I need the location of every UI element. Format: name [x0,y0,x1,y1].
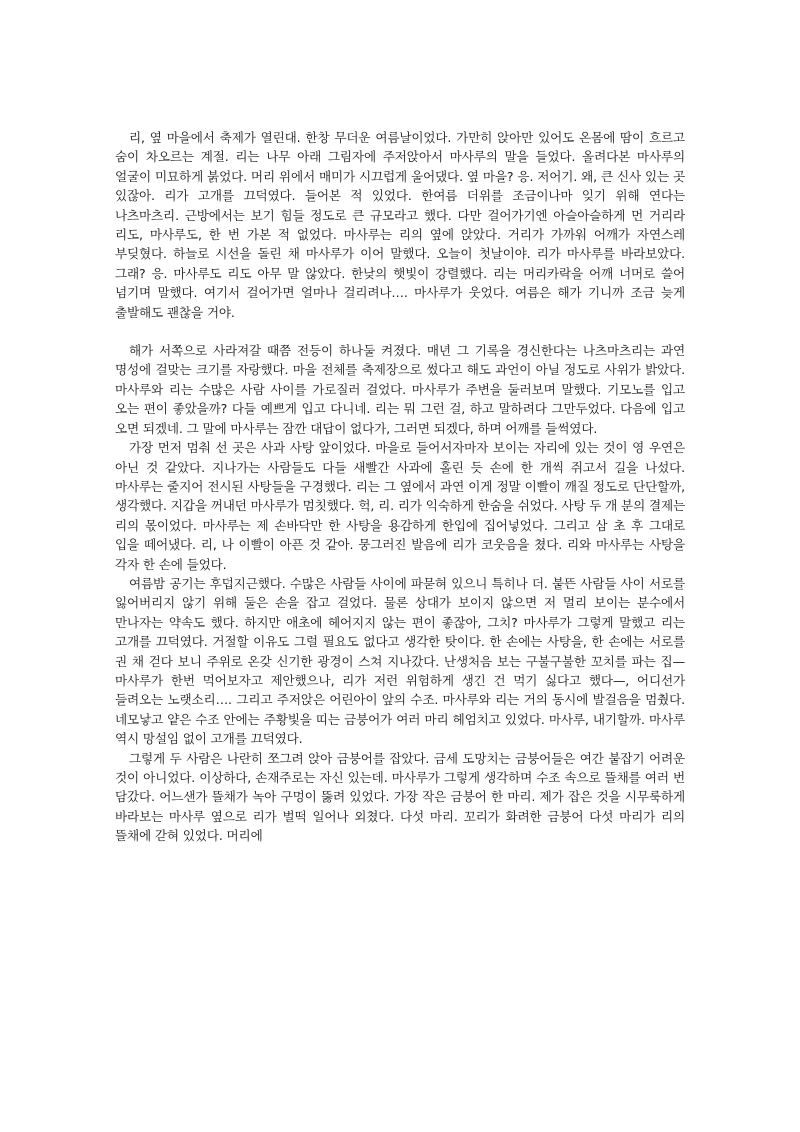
paragraph-1: 리, 옆 마을에서 축제가 열린대. 한창 무더운 여름날이었다. 가만히 앉아만 있어도 온몸에 땀이 흐르고 숨이 차오르는 계절. 리는 나무 아래 그림자에 주저앉아서 마사루의 말을 들었다. 올려다본 마사루의 얼굴이 미묘하게 붉었다. 머리 위에서 매미가 시끄럽게 울어댔다. 옆 마을? 응. 저어기. 왜, 큰 신사 있는 곳 있잖아. 리가 고개를 끄덕였다. 들어본 적 있었다. 한여름 더위를 조금이나마 잊기 위해 연다는 나츠마츠리. 근방에서는 보기 힘들 정도로 큰 규모라고 했다. 다만 걸어가기엔 아슬아슬하게 먼 거리라 리도, 마사루도, 한 번 가본 적 없었다. 마사루는 리의 옆에 앉았다. 거리가 가까워 어깨가 자연스레 부딪혔다. 하늘로 시선을 돌린 채 마사루가 이어 말했다. 오늘이 첫날이야. 리가 마사루를 바라보았다. 그래? 응. 마사루도 리도 아무 말 않았다. 한낮의 햇빛이 강렬했다. 리는 머리카락을 어깨 너머로 쓸어 넘기며 말했다. 여기서 걸어가면 얼마나 걸리려나…. 마사루가 웃었다. 여름은 해가 기니까 조금 늦게 출발해도 괜찮을 거야. [115,130,685,320]
story-text [115,128,685,846]
paragraph-4: 여름밤 공기는 후덥지근했다. 수많은 사람들 사이에 파묻혀 있으니 특히나 더. 붙뜬 사람들 사이 서로를 잃어버리지 않기 위해 둘은 손을 잡고 걸었다. 물론 상대가 보이지 않으면 저 멀리 보이는 분수에서 만나자는 약속도 했다. 하지만 애초에 헤어지지 않는 편이 좋잖아, 그치? 마사루가 그렇게 말했고 리는 고개를 끄덕였다. 거절할 이유도 그럴 필요도 없다고 생각한 탓이다. 한 손에는 사탕을, 한 손에는 서로를 권 채 걷다 보니 주위로 온갖 신기한 광경이 스쳐 지나갔다. 난생처음 보는 구불구불한 꼬치를 파는 집—마사루가 한번 먹어보자고 제안했으나, 리가 저런 위험하게 생긴 건 먹기 싫다고 했다—, 어디선가 들려오는 노랫소리…. 그리고 주저앉은 어린아이 앞의 수조. 마사루와 리는 거의 동시에 발걸음을 멈췄다. 네모낳고 얕은 수조 안에는 주황빛을 띠는 금붕어가 여러 마리 헤엄치고 있었다. 마사루, 내기할까. 마사루 역시 망설임 없이 고개를 끄덕였다. [115,575,685,747]
paragraph-gap [115,322,685,341]
paragraph-3: 가장 먼저 멈춰 선 곳은 사과 사탕 앞이었다. 마을로 들어서자마자 보이는 자리에 있는 것이 영 우연은 아닌 것 같았다. 지나가는 사람들도 다들 새빨간 사과에 홀린 듯 손에 한 개씩 쥐고서 길을 나섰다. 마사루는 줄지어 전시된 사탕들을 구경했다. 리는 그 옆에서 과연 이게 정말 이빨이 깨질 정도로 단단할까, 생각했다. 지갑을 꺼내던 마사루가 멈칫했다. 헉, 리. 리가 익숙하게 한숨을 쉬었다. 사탕 두 개 분의 결제는 리의 몫이었다. 마사루는 제 손바닥만 한 사탕을 용감하게 한입에 집어넣었다. 그리고 삼 초 후 그대로 입을 떼어냈다. 리, 나 이빨이 아픈 것 같아. 뭉그러진 발음에 리가 코웃음을 쳤다. 리와 마사루는 사탕을 각자 한 손에 들었다. [115,440,685,572]
paragraph-2: 해가 서쪽으로 사라져갈 때쯤 전등이 하나둘 켜졌다. 매년 그 기록을 경신한다는 나츠마츠리는 과연 명성에 걸맞는 크기를 자랑했다. 마을 전체를 축제장으로 썼다고 해도 과언이 아닐 정도로 사위가 밝았다. 마사루와 리는 수많은 사람 사이를 가로질러 걸었다. 마사루가 주변을 둘러보며 말했다. 기모노를 입고 오는 편이 좋았을까? 다들 예쁘게 입고 다니네. 리는 뭐 그런 걸, 하고 말하려다 그만두었다. 다음에 입고 오면 되겠네. 그 말에 마사루는 잠깐 대답이 없다가, 그러면 되겠다, 하며 어깨를 들썩였다. [115,343,685,436]
paragraph-5: 그렇게 두 사람은 나란히 쪼그려 앉아 금붕어를 잡았다. 금세 도망치는 금붕어들은 여간 붙잡기 어려운 것이 아니었다. 이상하다, 손재주로는 자신 있는데. 마사루가 그렇게 생각하며 수조 속으로 뜰채를 여러 번 담갔다. 어느샌가 뜰채가 녹아 구멍이 뚫려 있었다. 가장 작은 금붕어 한 마리. 제가 잡은 것을 시무룩하게 바라보는 마사루 옆으로 리가 벌떡 일어나 외쳤다. 다섯 마리. 꼬리가 화려한 금붕어 다섯 마리가 리의 뜰채에 갇혀 있었다. 머리에 [115,750,685,844]
